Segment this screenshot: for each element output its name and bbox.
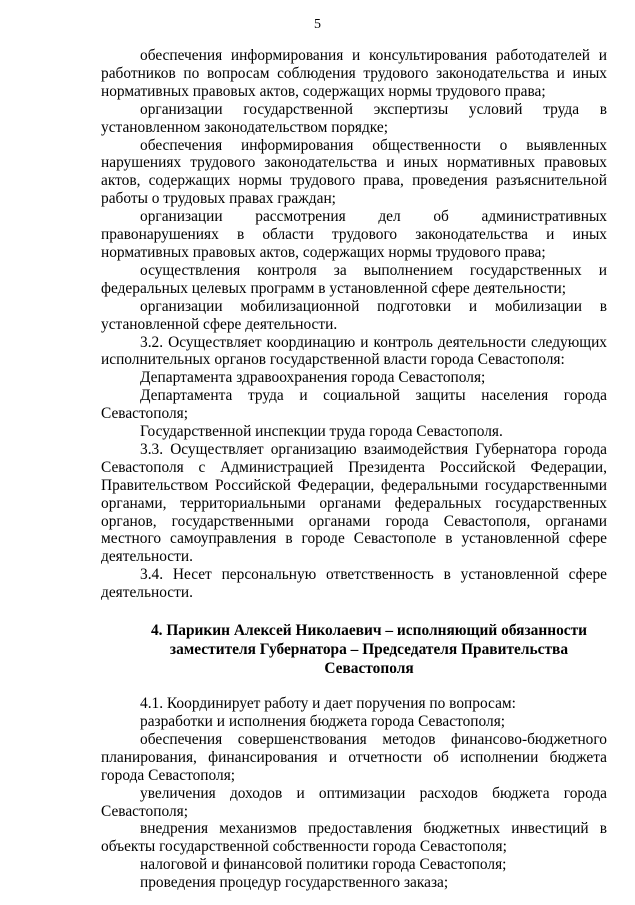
paragraph: организации мобилизационной подготовки и мобилизации в установленной сфере деятельности. [101,297,607,333]
paragraph: осуществления контроля за выполнением государственных и федеральных целевых программ в установленной сфере деятельности; [101,261,607,297]
paragraph: Департамента здравоохранения города Севастополя; [140,369,486,387]
paragraph: организации государственной экспертизы условий труда в установленном законодательством порядке; [101,100,607,136]
page-number: 5 [314,17,321,32]
paragraph: 3.3. Осуществляет организацию взаимодействия Губернатора города Севастополя с Администрацией Президента Российской Федерации, Правительством Российской Федерации, федеральными государственными органами, территориальными органами федеральных государственных органов, государственными органами города Севастополя, органами местного самоуправления в городе Севастополе в установленной сфере деятельности. [101,440,607,566]
paragraph: Государственной инспекции труда города Севастополя. [140,423,503,441]
paragraph: обеспечения информирования общественности о выявленных нарушениях трудового законодательства и иных нормативных правовых актов, содержащих нормы трудового права, проведения разъяснительной работы о трудовых правах граждан; [101,136,607,208]
paragraph: Департамента труда и социальной защиты населения города Севастополя; [101,387,607,423]
paragraph: увеличения доходов и оптимизации расходов бюджета города Севастополя; [101,784,607,820]
paragraph: организации рассмотрения дел об административных правонарушениях в области трудового законодательства и иных нормативных правовых актов, содержащих нормы трудового права; [101,208,607,261]
paragraph: проведения процедур государственного заказа; [140,874,449,892]
document-body [101,47,607,892]
paragraph: внедрения механизмов предоставления бюджетных инвестиций в объекты государственной собственности города Севастополя; [101,820,607,856]
paragraph: 3.2. Осуществляет координацию и контроль деятельности следующих исполнительных органов государственной власти города Севастополя: [101,333,607,369]
section-heading-line-1: 4. Парикин Алексей Николаевич – исполняющий обязанности [150,622,588,640]
paragraph: налоговой и финансовой политики города Севастополя; [140,856,507,874]
section-heading-line-2: заместителя Губернатора – Председателя Правительства Севастополя [169,641,569,678]
section-heading [101,621,607,678]
paragraph: 4.1. Координирует работу и дает поручения по вопросам: [140,695,516,713]
paragraph: разработки и исполнения бюджета города Севастополя; [140,713,506,730]
paragraph: обеспечения информирования и консультирования работодателей и работников по вопросам соблюдения трудового законодательства и иных нормативных правовых актов, содержащих нормы трудового права; [101,47,607,100]
paragraph: 3.4. Несет персональную ответственность в установленной сфере деятельности. [101,566,607,602]
paragraph: обеспечения совершенствования методов финансово-бюджетного планирования, финансирования и отчетности об исполнении бюджета города Севастополя; [101,730,607,784]
